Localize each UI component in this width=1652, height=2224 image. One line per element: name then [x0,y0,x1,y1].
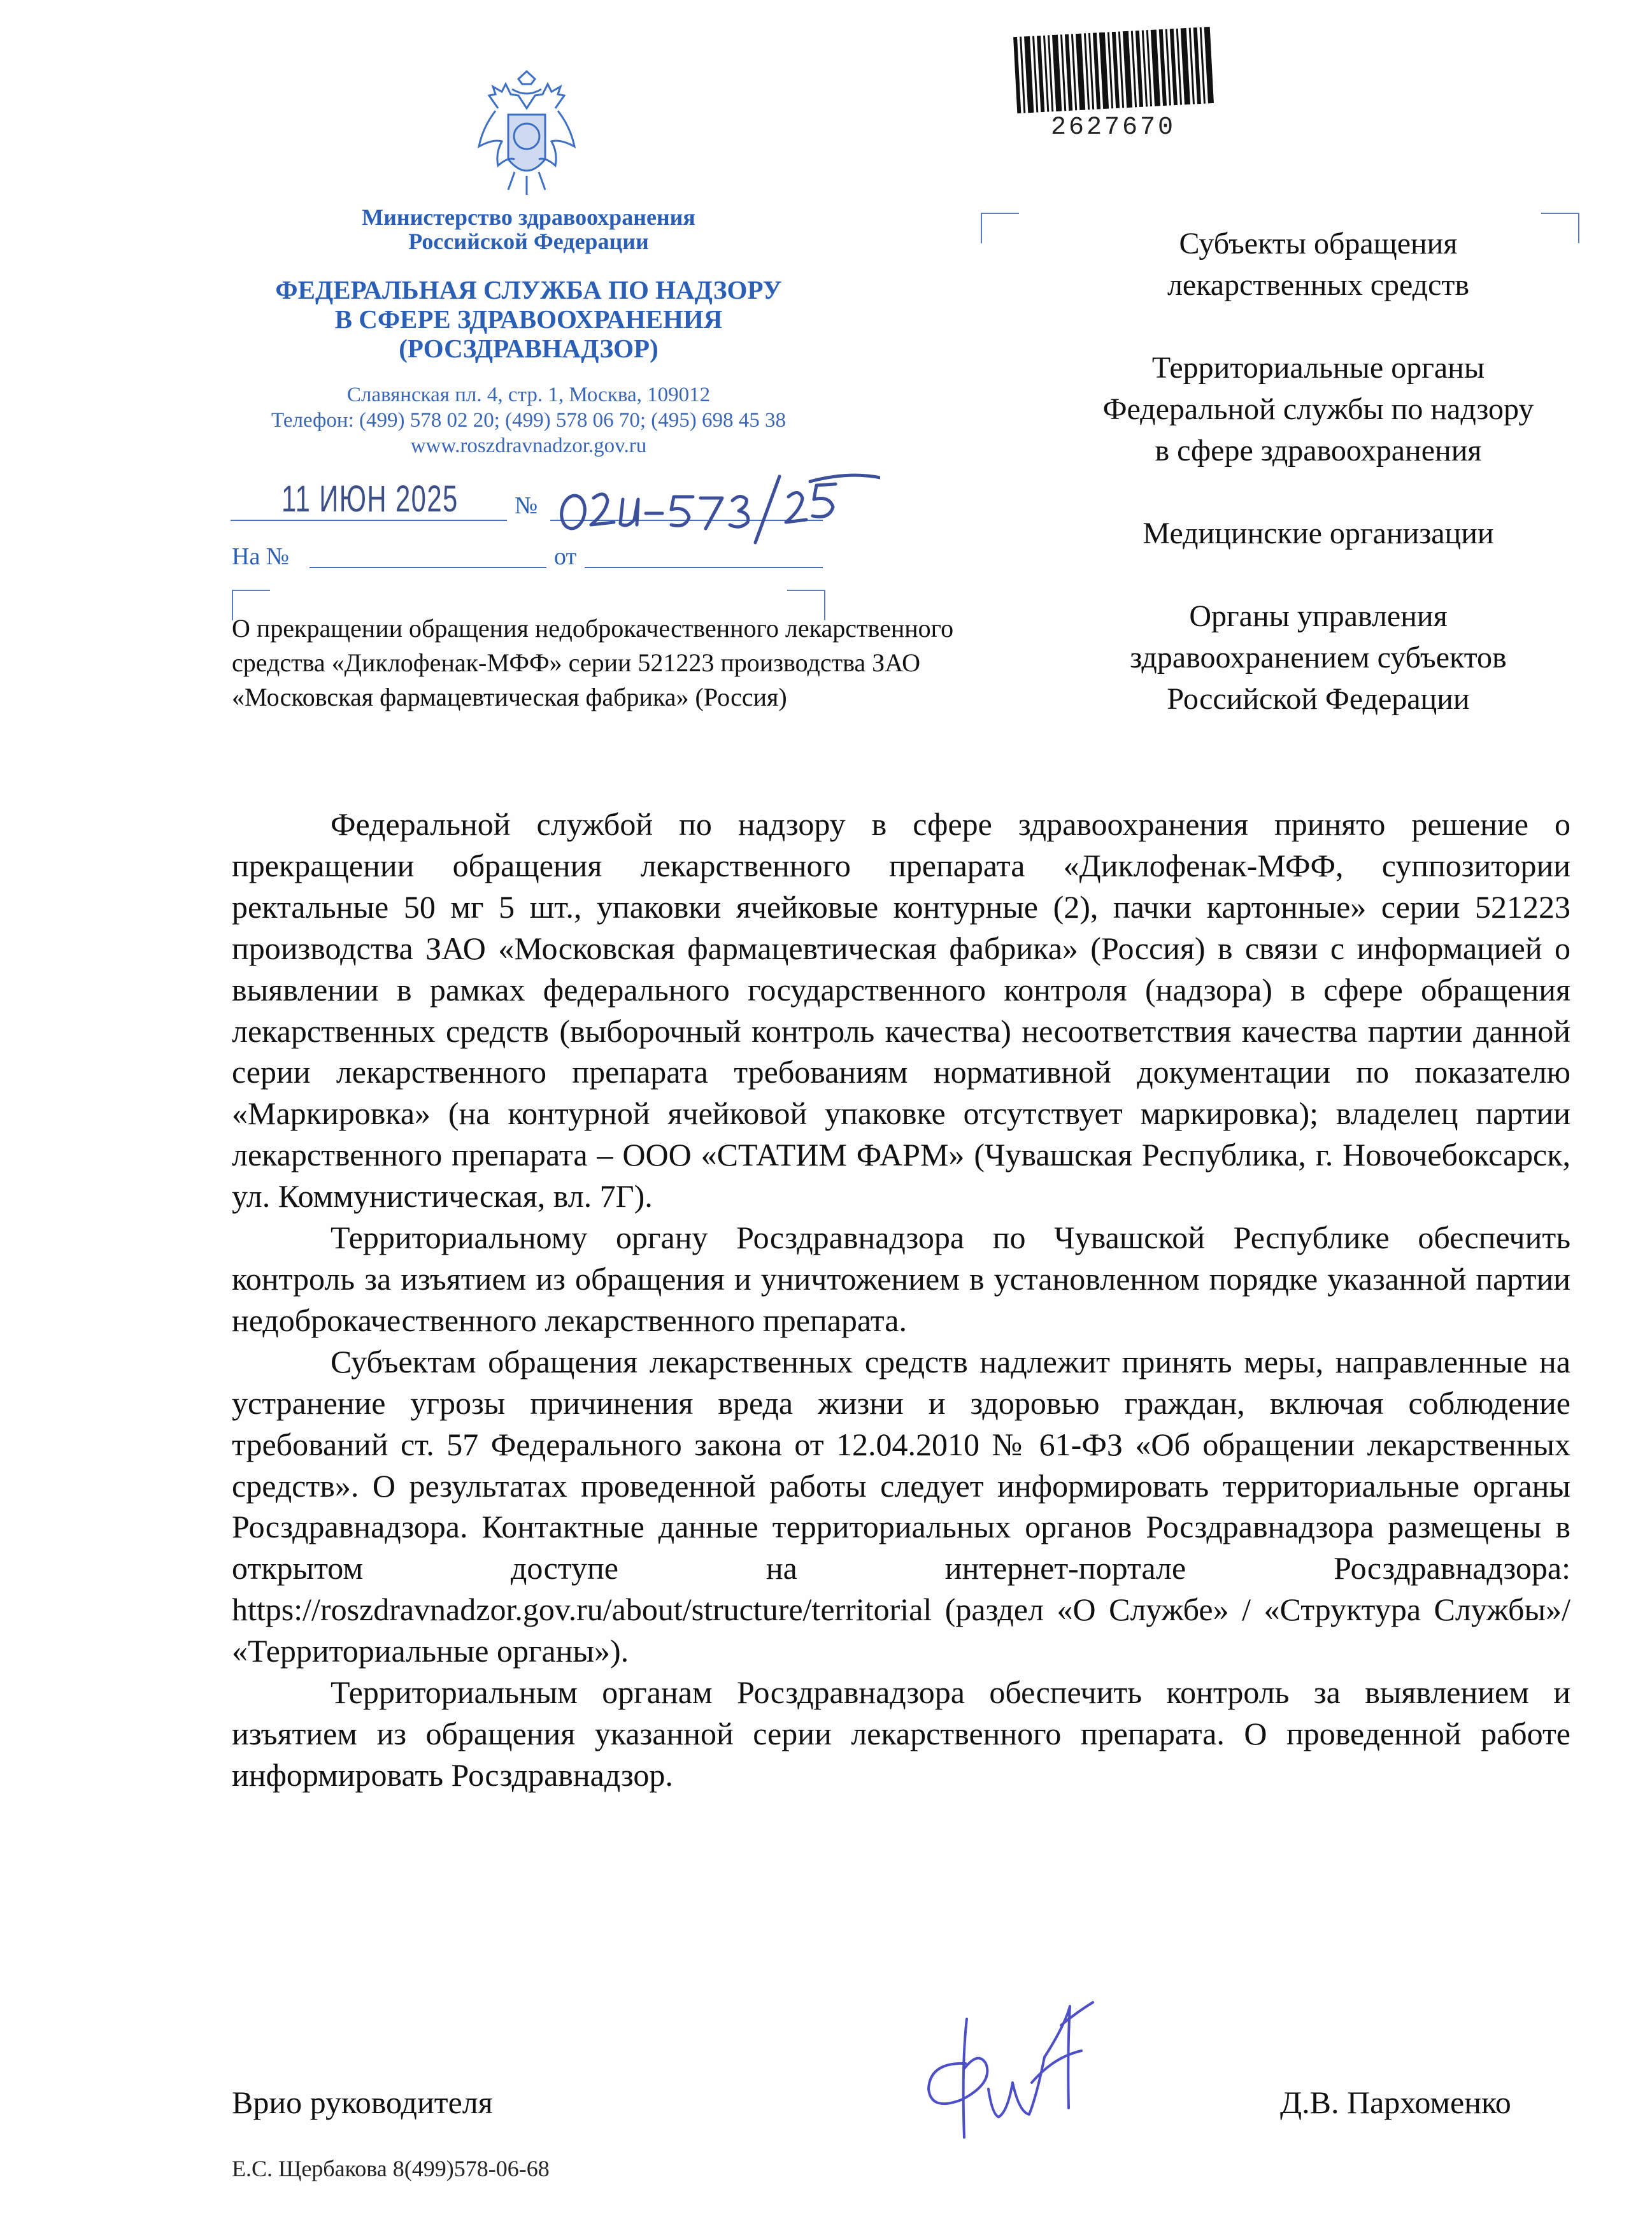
reply-from-date-line [585,560,823,568]
number-sign: № [515,492,538,519]
letter-subject: О прекращении обращения недоброкачественного лекарственного средства «Диклофенак-МФФ» серии 521223 производства ЗАО «Московская фармацевтическая фабрика» (Россия) [232,614,954,711]
signatory-name: Д.В. Пархоменко [1280,2085,1511,2120]
addressee-list [1032,223,1605,761]
reply-to-label: На № [232,543,290,570]
addressee-corner-left [981,213,1019,243]
handwritten-registration-number [549,459,880,548]
service-contacts [217,382,841,459]
reply-to-number-line [310,560,546,568]
document-barcode [1013,25,1216,115]
handwritten-signature [917,1987,1108,2153]
addressee-item: Медицинские организации [1143,517,1494,550]
service-address: Славянская пл. 4, стр. 1, Москва, 109012 [346,383,711,406]
service-phones: Телефон: (499) 578 02 20; (499) 578 06 70; (495) 698 45 38 [271,409,787,432]
service-line-3: (РОСЗДРАВНАДЗОР) [399,334,659,363]
service-name [217,275,841,363]
body-paragraph: Территориальному органу Росздравнадзора по Чувашской Республике обеспечить контроль за изъятием из обращения и уничтожением в установленном порядке указанной партии недоброкачественного лекарственного препарата. [232,1220,1570,1338]
ministry-name [217,205,841,253]
ministry-line-2: Российской Федерации [408,229,649,254]
addressee-item: Органы управления здравоохранением субъектов Российской Федерации [1130,599,1507,716]
coat-of-arms-emblem [470,70,583,197]
letter-body [232,804,1570,1796]
executor-contact: Е.С. Щербакова 8(499)578-06-68 [232,2156,550,2181]
service-line-1: ФЕДЕРАЛЬНАЯ СЛУЖБА ПО НАДЗОРУ [275,275,782,304]
barcode-number: 2627670 [1051,113,1176,142]
reply-from-label: от [554,543,577,570]
service-website: www.roszdravnadzor.gov.ru [410,434,647,457]
body-paragraph: Федеральной службой по надзору в сфере здравоохранения принято решение о прекращении обращения лекарственного препарата «Диклофенак-МФФ, суппозитории ректальные 50 мг 5 шт., упаковки ячейковые контурные (2), пачки картонные» серии 521223 производства ЗАО «Московская фармацевтическая фабрика» (Россия) в связи с информацией о выявлении в рамках федерального государственного контроля (надзора) в сфере обращения лекарственных средств (выборочный контроль качества) несоответствия качества партии данной серии лекарственного препарата требованиям нормативной документации по показателю «Маркировка» (на контурной ячейковой упаковке отсутствует маркировка); владелец партии лекарственного препарата – ООО «СТАТИМ ФАРМ» (Чувашская Республика, г. Новочебоксарск, ул. Коммунистическая, вл. 7Г). [232,806,1570,1215]
registration-date-stamp: 11 ИЮН 2025 [281,478,459,520]
ministry-line-1: Министерство здравоохранения [362,204,695,230]
signatory-title: Врио руководителя [232,2085,493,2120]
addressee-item: Территориальные органы Федеральной службы по надзору в сфере здравоохранения [1102,351,1534,467]
service-line-2: В СФЕРЕ ЗДРАВООХРАНЕНИЯ [334,304,723,334]
body-paragraph: Субъектам обращения лекарственных средств надлежит принять меры, направленные на устранение угрозы причинения вреда жизни и здоровью граждан, включая соблюдение требований ст. 57 Федерального закона от 12.04.2010 № 61-ФЗ «Об обращении лекарственных средств». О результатах проведенной работы следует информировать территориальные органы Росздравнадзора. Контактные данные территориальных органов Росздравнадзора размещены в открытом доступе на интернет-портале Росздравнадзора: https://roszdravnadzor.gov.ru/about/structure/territorial (раздел «О Службе» / «Структура Службы»/ «Территориальные органы»). [232,1343,1570,1669]
addressee-item: Субъекты обращения лекарственных средств [1167,227,1470,302]
body-paragraph: Территориальным органам Росздравнадзора обеспечить контроль за выявлением и изъятием из обращения указанной серии лекарственного препарата. О проведенной работе информировать Росздравнадзор. [232,1674,1570,1793]
